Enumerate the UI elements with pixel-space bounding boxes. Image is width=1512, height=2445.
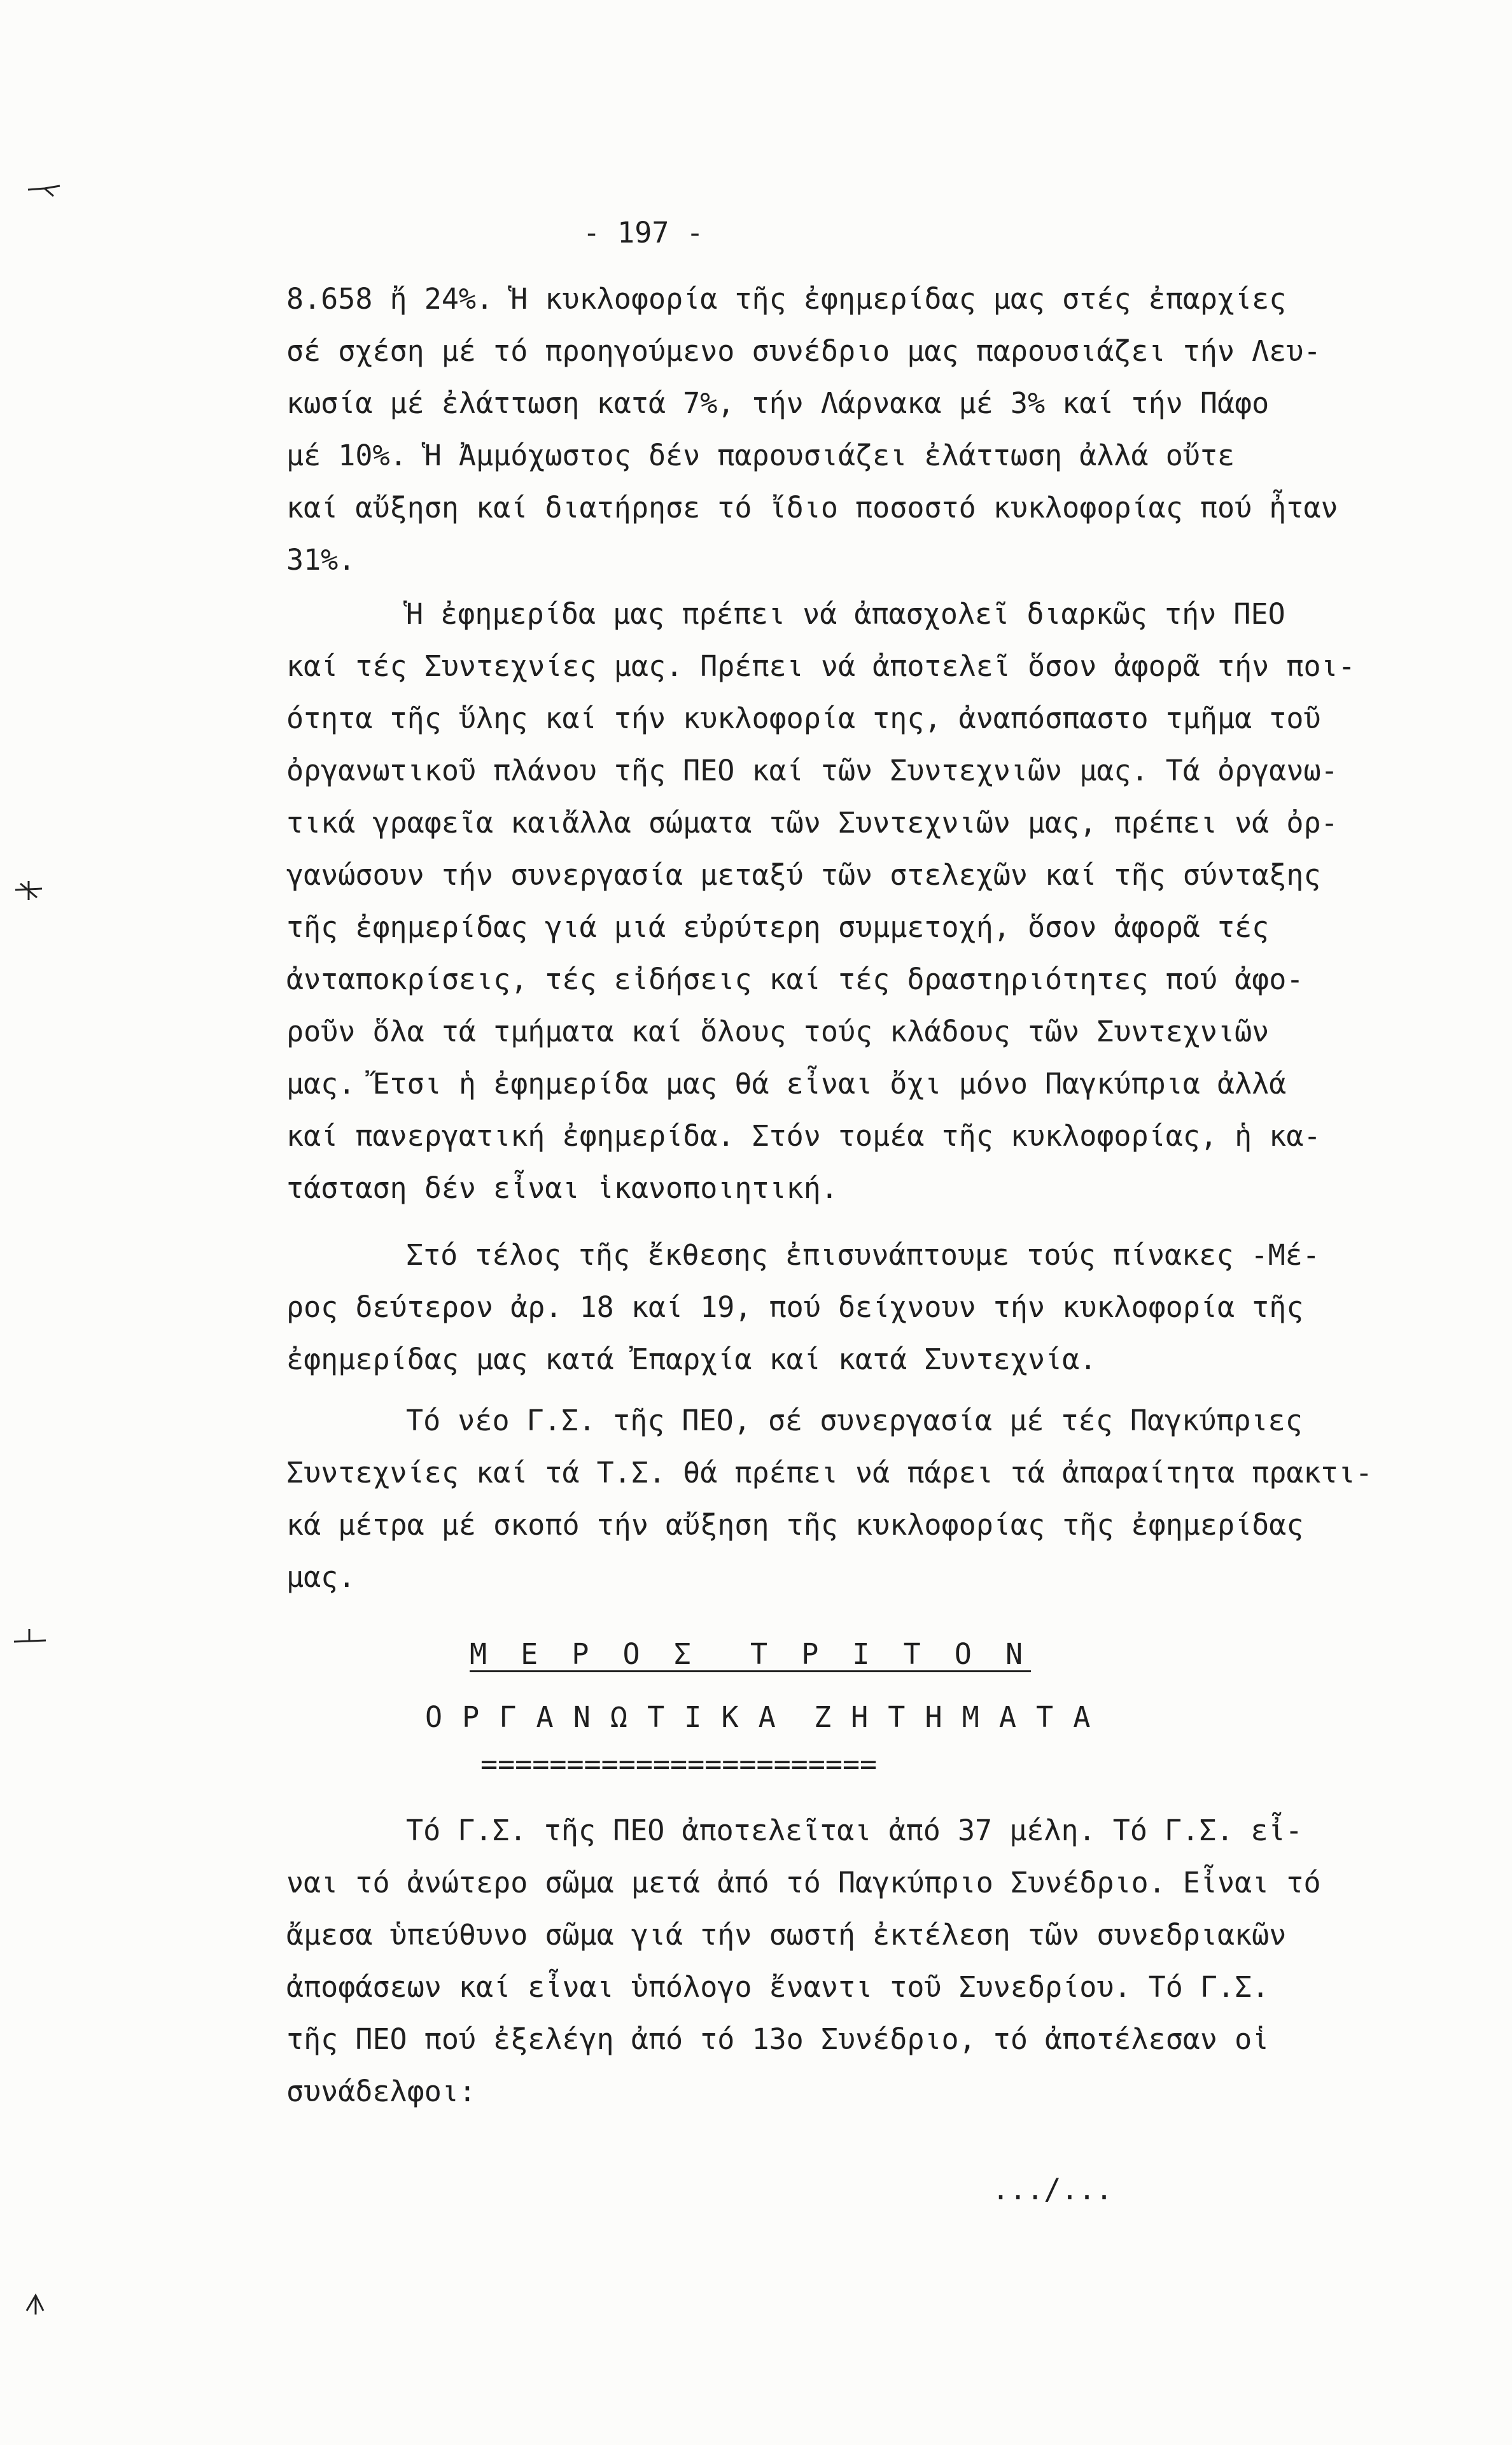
section-heading: [425, 1691, 1091, 1744]
text-line: ναι τό ἀνώτερο σῶμα μετά ἀπό τό Παγκύπριο Συνέδριο. Εἶναι τό: [286, 1866, 1321, 1899]
text-line: γανώσουν τήν συνεργασία μεταξύ τῶν στελεχῶν καί τῆς σύνταξης: [286, 858, 1321, 892]
text-line: τῆς ΠΕΟ πού ἐξελέγη ἀπό τό 13ο Συνέδριο, τό ἀποτέλεσαν οἱ: [286, 2022, 1270, 2056]
part-heading: [470, 1628, 1031, 1680]
text-line: 8.658 ἤ 24%. Ἡ κυκλοφορία τῆς ἐφημερίδας μας στές ἐπαρχίες: [286, 282, 1287, 316]
text-line: μας. Ἔτσι ἡ ἐφημερίδα μας θά εἶναι ὄχι μόνο Παγκύπρια ἀλλά: [286, 1067, 1287, 1101]
text-line: Ἡ ἐφημερίδα μας πρέπει νά ἀπασχολεῖ διαρκῶς τήν ΠΕΟ: [406, 597, 1285, 631]
text-line: ἀνταποκρίσεις, τές εἰδήσεις καί τές δραστηριότητες πού ἀφο-: [286, 962, 1304, 996]
page-number-text: - 197 -: [583, 216, 704, 250]
text-line: ὀργανωτικοῦ πλάνου τῆς ΠΕΟ καί τῶν Συντεχνιῶν μας. Τά ὀργανω-: [286, 754, 1338, 787]
margin-corner-mark: [11, 1626, 50, 1652]
continuation-marker: [992, 2164, 1113, 2216]
text-line: μέ 10%. Ἡ Ἀμμόχωστος δέν παρουσιάζει ἐλάττωση ἀλλά οὔτε: [286, 439, 1235, 472]
paragraph-practical-measures: [286, 1395, 1373, 1603]
text-line: ἐφημερίδας μας κατά Ἐπαρχία καί κατά Συντεχνία.: [286, 1342, 1097, 1376]
paragraph-attached-tables: [286, 1229, 1320, 1386]
text-line: συνάδελφοι:: [286, 2075, 477, 2108]
section-heading-text: Ο Ρ Γ Α Ν Ω Τ Ι Κ Α Ζ Η Τ Η Μ Α Τ Α: [425, 1700, 1092, 1734]
text-line: καί τές Συντεχνίες μας. Πρέπει νά ἀποτελεῖ ὅσον ἀφορᾶ τήν ποι-: [286, 649, 1355, 683]
text-line: ροῦν ὅλα τά τμήματα καί ὅλους τούς κλάδους τῶν Συντεχνιῶν: [286, 1015, 1270, 1048]
text-line: σέ σχέση μέ τό προηγούμενο συνέδριο μας παρουσιάζει τήν Λευ-: [286, 334, 1321, 368]
margin-star-mark: [13, 878, 45, 904]
paragraph-newspaper-role: [286, 588, 1355, 1215]
text-line: τάσταση δέν εἶναι ἱκανοποιητική.: [286, 1171, 838, 1205]
text-line: τικά γραφεῖα καιἄλλα σώματα τῶν Συντεχνιῶν μας, πρέπει νά ὀρ-: [286, 806, 1338, 840]
section-heading-rule: [480, 1738, 877, 1791]
margin-arrow-up-mark: [23, 2292, 48, 2317]
paragraph-general-council: [286, 1805, 1321, 2118]
text-line: ἄμεσα ὑπεύθυνο σῶμα γιά τήν σωστή ἐκτέλεση τῶν συνεδριακῶν: [286, 1918, 1287, 1952]
text-line: Στό τέλος τῆς ἔκθεσης ἐπισυνάπτουμε τούς πίνακες -Μέ-: [406, 1238, 1320, 1272]
paragraph-circulation-by-district: [286, 273, 1338, 586]
text-line: ἀποφάσεων καί εἶναι ὑπόλογο ἔναντι τοῦ Συνεδρίου. Τό Γ.Σ.: [286, 1970, 1270, 2004]
page-number: [583, 207, 704, 259]
text-line: Τό νέο Γ.Σ. τῆς ΠΕΟ, σέ συνεργασία μέ τές Παγκύπριες: [406, 1404, 1303, 1437]
text-line: ότητα τῆς ὕλης καί τήν κυκλοφορία της, ἀναπόσπαστο τμῆμα τοῦ: [286, 701, 1321, 735]
text-line: Συντεχνίες καί τά Τ.Σ. θά πρέπει νά πάρει τά ἀπαραίτητα πρακτι-: [286, 1456, 1373, 1490]
text-line: τῆς ἐφημερίδας γιά μιά εὐρύτερη συμμετοχή, ὅσον ἀφορᾶ τές: [286, 910, 1270, 944]
section-heading-rule-text: =======================: [480, 1747, 878, 1781]
text-line: καί πανεργατική ἐφημερίδα. Στόν τομέα τῆς κυκλοφορίας, ἡ κα-: [286, 1119, 1321, 1153]
part-heading-text: Μ Ε Ρ Ο Σ Τ Ρ Ι Τ Ο Ν: [470, 1637, 1032, 1671]
text-line: μας.: [286, 1560, 356, 1594]
text-line: καί αὔξηση καί διατήρησε τό ἴδιο ποσοστό κυκλοφορίας πού ἦταν: [286, 491, 1338, 525]
text-line: κά μέτρα μέ σκοπό τήν αὔξηση τῆς κυκλοφορίας τῆς ἐφημερίδας: [286, 1508, 1304, 1542]
text-line: κωσία μέ ἐλάττωση κατά 7%, τήν Λάρνακα μέ 3% καί τήν Πάφο: [286, 386, 1270, 420]
margin-arrow-mark: [25, 180, 64, 199]
text-line: ρος δεύτερον ἀρ. 18 καί 19, πού δείχνουν τήν κυκλοφορία τῆς: [286, 1290, 1304, 1324]
text-line: Τό Γ.Σ. τῆς ΠΕΟ ἀποτελεῖται ἀπό 37 μέλη. Τό Γ.Σ. εἶ-: [406, 1814, 1303, 1847]
continuation-marker-text: .../...: [992, 2173, 1113, 2206]
text-line: 31%.: [286, 543, 356, 577]
